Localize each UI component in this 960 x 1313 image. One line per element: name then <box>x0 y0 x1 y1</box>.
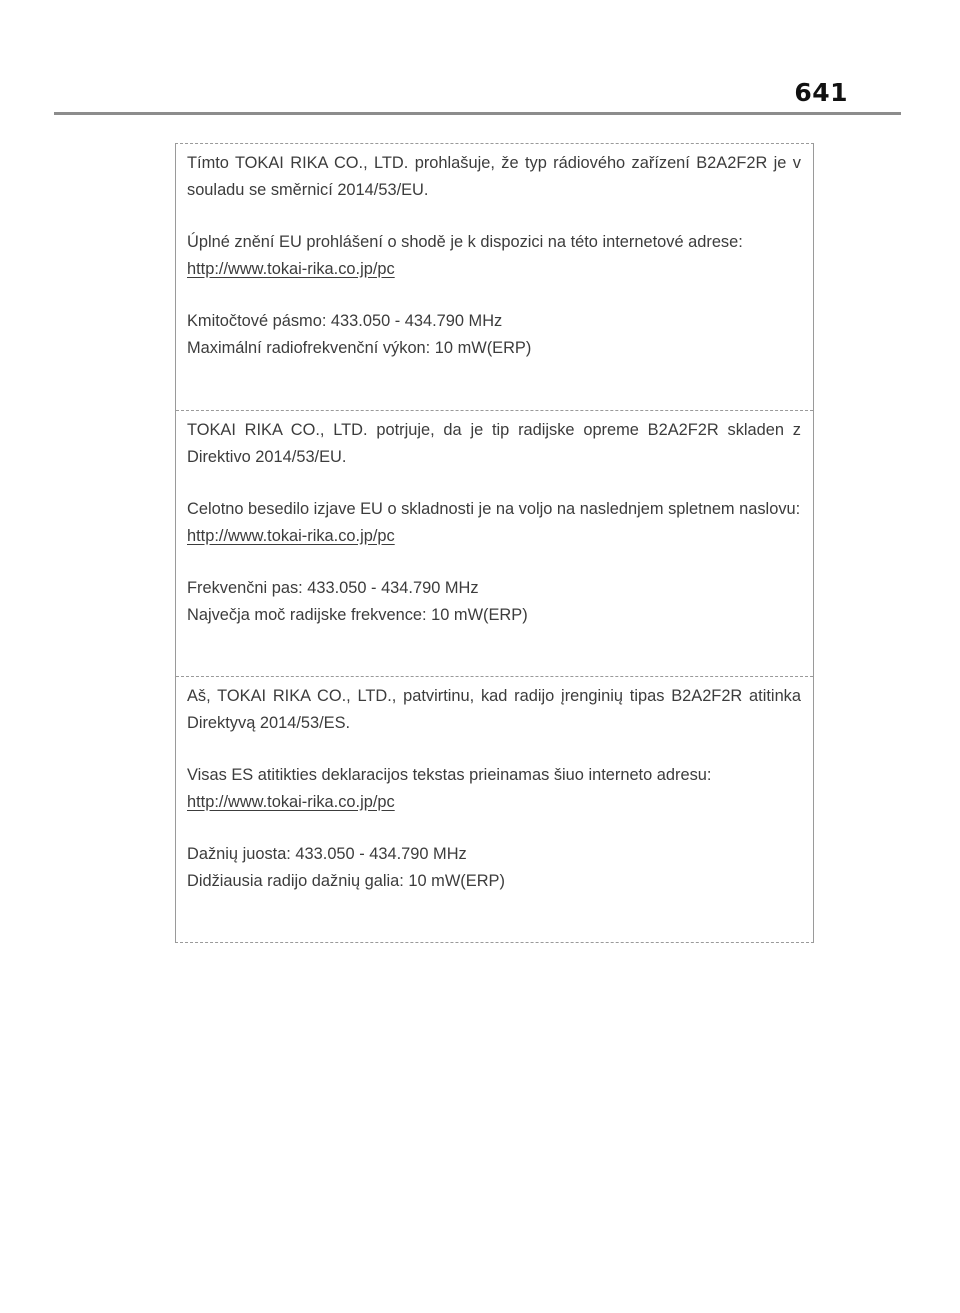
declaration-link[interactable]: http://www.tokai-rika.co.jp/pc <box>187 526 395 545</box>
declaration-section-slovenian <box>176 410 813 676</box>
power-text: Največja moč radijske frekvence: 10 mW(ERP) <box>187 605 528 624</box>
page-number: 641 <box>794 78 848 107</box>
header-rule <box>54 112 901 115</box>
frequency-text: Kmitočtové pásmo: 433.050 - 434.790 MHz <box>187 312 503 330</box>
declaration-panel <box>175 143 814 943</box>
power-text: Maximální radiofrekvenční výkon: 10 mW(ERP) <box>187 338 532 357</box>
frequency-text: Frekvenčni pas: 433.050 - 434.790 MHz <box>187 579 479 597</box>
conformity-statement: Tímto TOKAI RIKA CO., LTD. prohlašuje, že typ rádiového zařízení B2A2F2R je v souladu se směrnicí 2014/53/EU. <box>187 154 801 199</box>
declaration-section-lithuanian <box>176 676 813 942</box>
declaration-link[interactable]: http://www.tokai-rika.co.jp/pc <box>187 792 395 811</box>
power-text: Didžiausia radijo dažnių galia: 10 mW(ERP) <box>187 871 505 890</box>
declaration-link[interactable]: http://www.tokai-rika.co.jp/pc <box>187 259 395 278</box>
availability-text: Celotno besedilo izjave EU o skladnosti je na voljo na naslednjem spletnem naslovu: <box>187 500 801 518</box>
declaration-section-czech <box>176 144 813 410</box>
availability-text: Visas ES atitikties deklaracijos tekstas prieinamas šiuo interneto adresu: <box>187 766 712 784</box>
frequency-text: Dažnių juosta: 433.050 - 434.790 MHz <box>187 845 467 863</box>
availability-text: Úplné znění EU prohlášení o shodě je k dispozici na této internetové adrese: <box>187 233 743 251</box>
conformity-statement: TOKAI RIKA CO., LTD. potrjuje, da je tip radijske opreme B2A2F2R skladen z Direktivo 2014/53/EU. <box>187 421 801 466</box>
conformity-statement: Aš, TOKAI RIKA CO., LTD., patvirtinu, kad radijo įrenginių tipas B2A2F2R atitinka Direktyvą 2014/53/ES. <box>187 687 801 732</box>
